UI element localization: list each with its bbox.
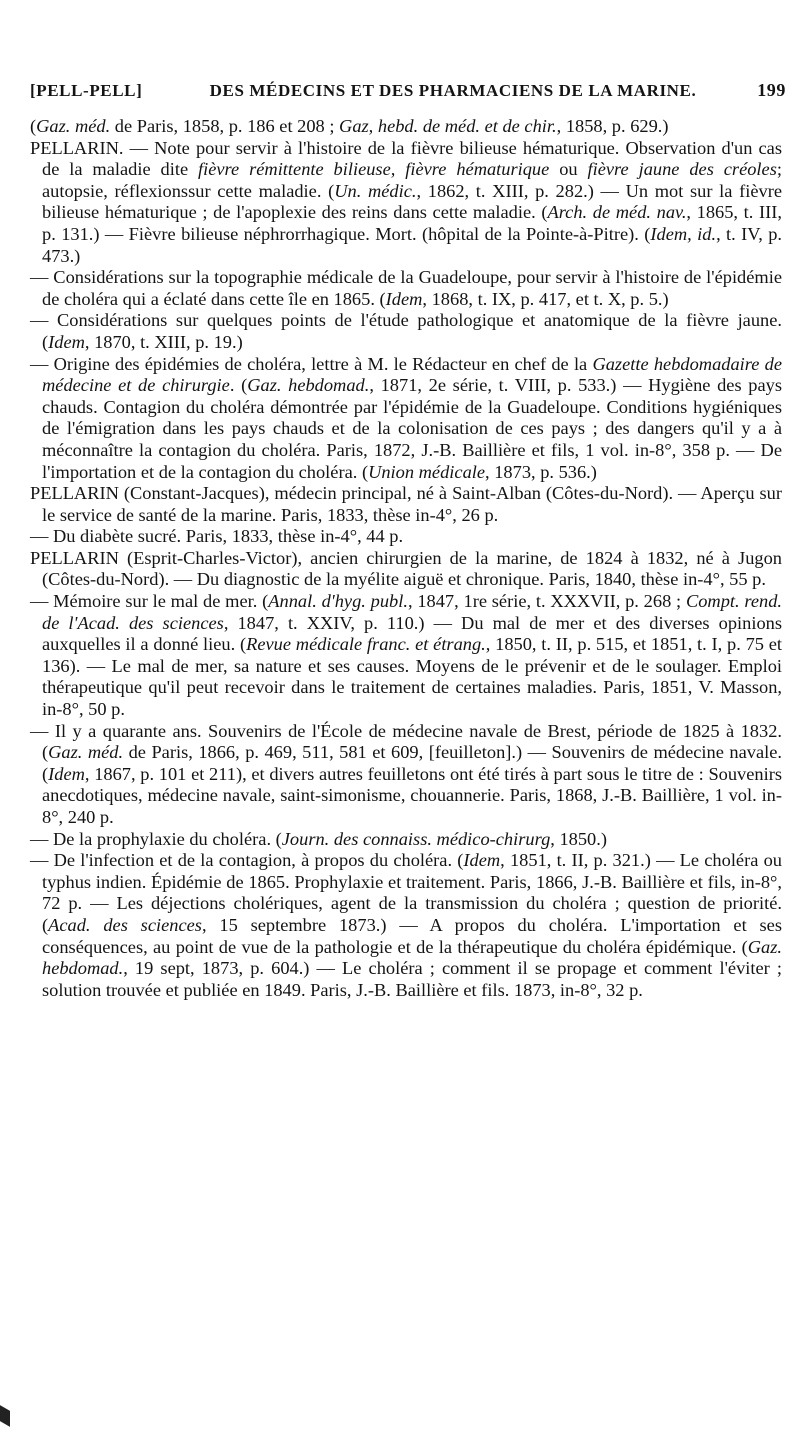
entry-text: , 1870, t. XIII, p. 19.) [84,331,243,352]
entry-text: , 1847, t. XXIV, p. 110.) — Du mal de mer et des diverses opinions auxquelles il a donné lieu. ( [42,612,782,655]
entry-text: de Paris, 1858, p. 186 et 208 ; [110,116,340,136]
citation-title: Acad. des sciences [48,914,202,935]
entry-text: — Origine des épidémies de choléra, lettre à M. le Rédacteur en chef de la [30,353,593,374]
citation-title: Gaz. méd. [48,742,124,763]
entry-text: — Du diabète sucré. Paris, 1833, thèse in-4°, 44 p. [30,526,404,547]
citation-title: fièvre jaune des créoles [587,159,777,180]
citation-title: Idem [48,763,85,784]
bibliography-text [30,116,782,1001]
entry-text: — Considérations sur la topographie médicale de la Guadeloupe, pour servir à l'histoire de l'épidémie de choléra qui a éclaté dans cette île en 1865. ( [30,267,782,309]
page-edge-mark [0,1405,10,1427]
entry-text: , 1862, t. XIII, p. 282.) — Un mot sur la fièvre bilieuse hématurique ; de l'apoplexie des reins dans cette maladie. ( [42,180,782,223]
entry-text: , 1847, 1re série, t. XXXVII, p. 268 ; [407,591,686,612]
entry-text: , 19 sept, 1873, p. 604.) — Le choléra ; comment il se propage et comment l'éviter ; solution trouvée et publiée en 1849. Paris, J.-B. Baillière et fils. 1873, in-8°, 32 p. [42,958,782,1000]
citation-title: Gazette hebdomadaire de médecine et de chirurgie [42,353,782,396]
entry-text: — Considérations sur quelques points de l'étude pathologique et anatomique de la fièvre jaune. ( [30,310,782,352]
entry-text: ; autopsie, réflexionssur cette maladie. ( [42,159,782,201]
entry-text: PELLARIN (Esprit-Charles-Victor), ancien chirurgien de la marine, de 1824 à 1832, né à Jugon (Côtes-du-Nord). — Du diagnostic de la myélite aiguë et chronique. Paris, 1840, thèse in-4°, 55 p. [30,547,782,590]
entry-text: PELLARIN (Constant-Jacques), médecin principal, né à Saint-Alban (Côtes-du-Nord). — Aperçu sur le service de santé de la marine. Paris, 1833, thèse in-4°, 26 p. [30,483,782,525]
entry-text: , 1867, p. 101 et 211), et divers autres feuilletons ont été tirés à part sous le titre de : Souvenirs anecdotiques, médecine navale, saint-simonisme, chouannerie. Paris, 1868, J.-B. Baillière, 1 vol. in-8°, 240 p. [42,763,782,827]
bibliography-entry [30,310,782,353]
citation-title: Compt. rend. de l'Acad. des sciences [42,591,783,633]
entry-text: , 1858, p. 629.) [556,116,669,136]
entry-text: , 1871, 2e série, t. VIII, p. 533.) — Hygiène des pays chauds. Contagion du choléra démontrée par l'épidémie de la Guadeloupe. Conditions hygiéniques de l'émigration dans les pays chauds et de la colonisation de ces pays ; des dangers qu'il y a à méconnaître la contagion du choléra. Paris, 1872, J.-B. Baillière et fils, 1 vol. in-8°, 358 p. — De l'importation et de la contagion du choléra. ( [42,375,782,482]
citation-title: Un. médic. [334,180,417,201]
entry-text: ( [30,116,37,136]
bibliography-entry [30,721,782,829]
citation-title: Idem [385,288,423,309]
citation-title: Idem [463,850,501,871]
bibliography-entry [30,591,782,721]
entry-text: , 1850.) [550,828,607,849]
entry-text: . ( [229,375,248,396]
header-title: DES MÉDECINS ET DES PHARMACIENS DE LA MARINE. [209,81,697,100]
entry-text: ou [549,159,588,180]
entry-text: — De la prophylaxie du choléra. ( [30,828,282,849]
running-header [30,80,786,101]
entry-text: , 15 septembre 1873.) — A propos du choléra. L'importation et ses conséquences, au point de vue de la pathologie et de la thérapeutique du choléra épidémique. ( [42,914,782,957]
header-left: [PELL-PELL] [30,81,143,100]
citation-title: Idem, id. [650,223,717,244]
page-number: 199 [757,80,786,100]
bibliography-entry [30,483,782,526]
citation-title: Arch. de méd. nav. [547,202,687,223]
entry-text: , 1851, t. II, p. 321.) — Le choléra ou typhus indien. Épidémie de 1865. Prophylaxie et traitement. Paris, 1866, J.-B. Baillière et fils, in-8°, 72 p. — Les déjections cholériques, agent de la transmission du choléra ; question de priorité. ( [42,850,782,935]
entry-text: , t. IV, p. 473.) [42,223,782,266]
citation-title: Gaz, hebd. de méd. et de chir. [339,116,557,136]
entry-text: PELLARIN. — Note pour servir à l'histoire de la fièvre bilieuse hématurique. Observation d'un cas de la maladie dite [30,137,782,180]
citation-title: Union médicale [368,461,486,482]
bibliography-entry [30,116,782,138]
entry-text: , 1873, p. 536.) [485,461,597,482]
entry-text: de Paris, 1866, p. 469, 511, 581 et 609, [feuilleton].) — Souvenirs de médecine navale. ( [42,742,782,784]
bibliography-entry [30,526,782,548]
entry-text: — Mémoire sur le mal de mer. ( [30,591,269,612]
citation-title: Gaz. hebdomad. [247,375,370,396]
citation-title: Idem [48,331,85,352]
entry-text: — De l'infection et de la contagion, à propos du choléra. ( [30,850,464,871]
entry-text: , 1868, t. IX, p. 417, et t. X, p. 5.) [422,288,669,309]
citation-title: Gaz. méd. [36,116,111,136]
citation-title: Gaz. hebdomad. [42,936,782,979]
citation-title: Annal. d'hyg. publ. [268,591,408,612]
bibliography-entry [30,548,782,591]
bibliography-entry [30,354,782,484]
entry-text: — Il y a quarante ans. Souvenirs de l'École de médecine navale de Brest, période de 1825 à 1832. ( [30,720,782,763]
citation-title: Journ. des connaiss. médico-chirurg [281,828,551,849]
citation-title: Revue médicale franc. et étrang. [246,634,486,655]
bibliography-entry [30,267,782,310]
entry-text: , 1850, t. II, p. 515, et 1851, t. I, p. 75 et 136). — Le mal de mer, sa nature et ses causes. Moyens de le prévenir et de le soulager. Emploi thérapeutique qu'il peut recevoir dans le traitement de certaines maladies. Paris, 1851, V. Masson, in-8°, 50 p. [42,634,783,720]
citation-title: fièvre rémittente bilieuse, fièvre hématurique [198,159,550,180]
bibliography-entry [30,138,782,268]
entry-text: , 1865, t. III, p. 131.) — Fièvre bilieuse néphrorrhagique. Mort. (hôpital de la Pointe-à-Pitre). ( [42,202,782,244]
bibliography-entry [30,829,782,851]
bibliography-entry [30,850,782,1001]
